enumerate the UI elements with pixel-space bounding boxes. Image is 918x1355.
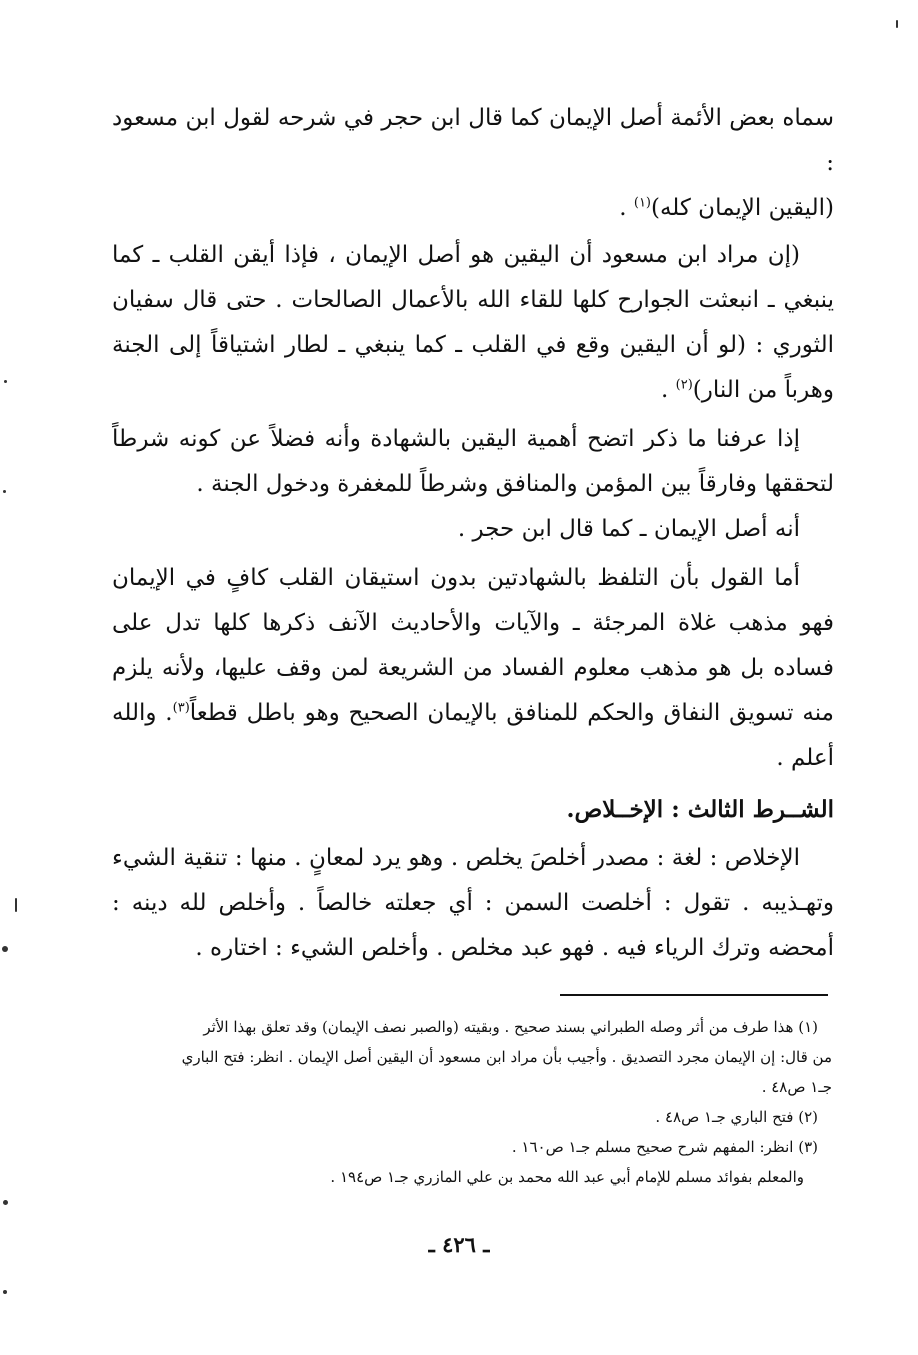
footnote-1-line-1: (١) هذا طرف من أثر وصله الطبراني بسند صحيح . وبقيته (والصبر نصف الإيمان) وقد تعلق بهذا الأثر: [203, 1018, 818, 1036]
footnote-2: (٢) فتح الباري جـ١ ص٤٨ .: [655, 1108, 818, 1126]
footnote-3-continuation: والمعلم بفوائد مسلم للإمام أبي عبد الله محمد بن علي المازري جـ١ ص١٩٤ .: [330, 1168, 804, 1186]
paragraph-2-text: (إن مراد ابن مسعود أن اليقين هو أصل الإيمان ، فإذا أيقن القلب ـ كما ينبغي ـ انبعثت الجوارح كلها للقاء الله بالأعمال الصالحات . حتى قال سفيان الثوري : (لو أن اليقين وقع في القلب ـ كما ينبغي ـ لطار اشتياقاً إلى الجنة وهرباً من النار): [112, 242, 834, 403]
paragraph-4: [112, 507, 834, 552]
paragraph-2-end: .: [661, 377, 676, 403]
footnote-1-line-2: من قال: إن الإيمان مجرد التصديق . وأجيب بأن مراد ابن مسعود أن اليقين أصل الإيمان . انظر: فتح الباري: [181, 1048, 832, 1066]
page-number: [0, 1232, 918, 1257]
footnote-ref-2: (٢): [675, 377, 693, 393]
scan-speck: [3, 490, 6, 493]
footnote-ref-1: (١): [633, 195, 651, 211]
paragraph-5-text: أما القول بأن التلفظ بالشهادتين بدون استيقان القلب كافٍ في الإيمان فهو مذهب غلاة المرجئة ـ والآيات والأحاديث الآنف ذكرها كلها تدل على فساده بل هو مذهب معلوم الفساد من الشريعة لمن وقف عليها، ولأنه يلزم منه تسويق النفاق والحكم للمنافق بالإيمان الصحيح وهو باطل قطعاً: [112, 565, 834, 726]
paragraph-2: [112, 233, 834, 413]
scan-speck: [4, 380, 7, 383]
page-number-text: ـ ٤٢٦ ـ: [428, 1232, 490, 1257]
footnote-separator: [560, 994, 828, 996]
paragraph-6: [112, 836, 834, 971]
paragraph-3: [112, 417, 834, 507]
scan-speck: [15, 898, 17, 912]
paragraph-1-line-1: سماه بعض الأئمة أصل الإيمان كما قال ابن حجر في شرحه لقول ابن مسعود :: [112, 105, 834, 176]
paragraph-5: [112, 556, 834, 781]
main-text: [112, 96, 834, 971]
footnote-1-line-3: جـ١ ص٤٨ .: [761, 1078, 832, 1096]
footnote-ref-3: (٣): [172, 700, 190, 716]
paragraph-3-text: إذا عرفنا ما ذكر اتضح أهمية اليقين بالشهادة وأنه فضلاً عن كونه شرطاً لتحققها وفارقاً بين المؤمن والمنافق وشرطاً للمغفرة ودخول الجنة .: [112, 426, 834, 497]
paragraph-1-line-2: (اليقين الإيمان كله): [651, 195, 834, 221]
paragraph-1: [112, 96, 834, 231]
paragraph-5-end: . والله أعلم .: [112, 700, 834, 771]
paragraph-4-text: أنه أصل الإيمان ـ كما قال ابن حجر .: [457, 516, 800, 542]
scan-speck: [896, 20, 898, 28]
paragraph-1-end: .: [619, 195, 634, 221]
scan-speck: [2, 946, 8, 952]
scan-speck: [3, 1290, 7, 1294]
footnotes: [112, 1012, 832, 1192]
scan-speck: [3, 1200, 8, 1205]
section-heading: الشــرط الثالث : الإخــلاص.: [566, 796, 834, 823]
paragraph-6-text: الإخلاص : لغة : مصدر أخلصَ يخلص . وهو يرد لمعانٍ . منها : تنقية الشيء وتهـذيبه . تقول : أخلصت السمن : أي جعلته خالصاً . وأخلص لله دينه : أمحضه وترك الرياء فيه . فهو عبد مخلص . وأخلص الشيء : اختاره .: [112, 845, 834, 961]
footnote-3: (٣) انظر: المفهم شرح صحيح مسلم جـ١ ص١٦٠ .: [511, 1138, 818, 1156]
